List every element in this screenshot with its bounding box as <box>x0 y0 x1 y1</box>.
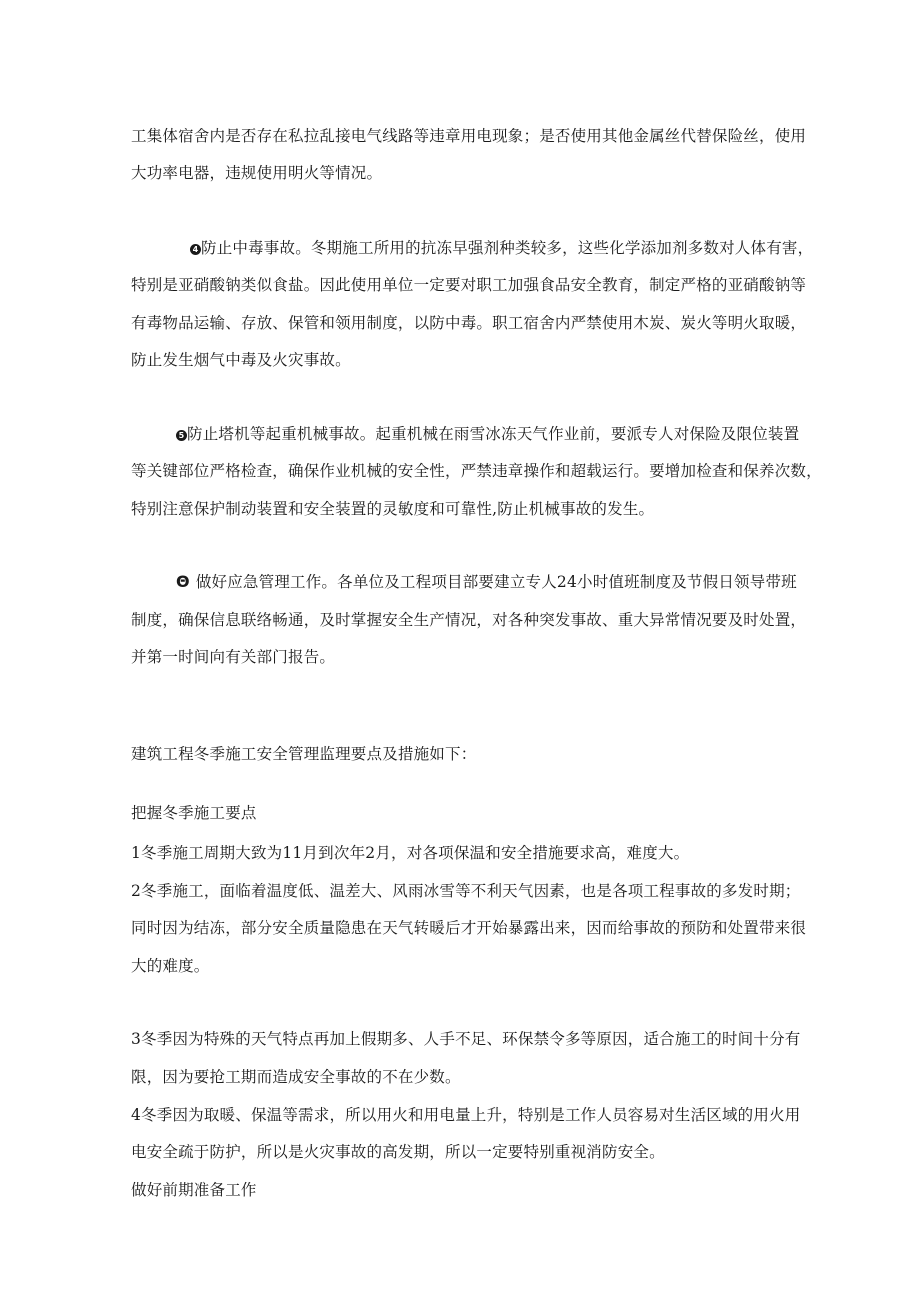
paragraph-first-line <box>176 572 797 592</box>
section-title: 做好前期准备工作 <box>131 1181 257 1199</box>
list-item: 1冬季施工周期大致为11月到次年2月，对各项保温和安全措施要求高，难度大。 <box>131 844 690 862</box>
list-item-continuation: 限，因为要抢工期而造成安全事故的不在少数。 <box>131 1068 461 1086</box>
section-title: 把握冬季施工要点 <box>131 804 257 822</box>
paragraph-text: 防止塔机等起重机械事故。起重机械在雨雪冰冻天气作业前，要派专人对保险及限位装置 <box>187 425 800 443</box>
numbered-marker: 5 <box>176 430 187 441</box>
list-item: 4冬季因为取暖、保温等需求，所以用火和用电量上升，特别是工作人员容易对生活区域的用火用 <box>131 1106 801 1124</box>
list-item-continuation: 同时因为结冻，部分安全质量隐患在天气转暖后才开始暴露出来，因而给事故的预防和处置带来很 <box>131 919 807 937</box>
paragraph-first-line <box>176 424 799 444</box>
paragraph-line: 有毒物品运输、存放、保管和领用制度，以防中毒。职工宿舍内严禁使用木炭、炭火等明火取暖， <box>131 314 807 332</box>
paragraph-first-line <box>190 238 813 258</box>
intro-text: 建筑工程冬季施工安全管理监理要点及措施如下： <box>131 745 477 763</box>
paragraph-line: 特别是亚硝酸钠类似食盐。因此使用单位一定要对职工加强食品安全教育，制定严格的亚硝酸钠等 <box>131 276 807 294</box>
list-item-continuation: 电安全疏于防护，所以是火灾事故的高发期，所以一定要特别重视消防安全。 <box>131 1143 665 1161</box>
paragraph-line: 并第一时间向有关部门报告。 <box>131 648 336 666</box>
paragraph-line: 工集体宿舍内是否存在私拉乱接电气线路等违章用电现象；是否使用其他金属丝代替保险丝，使用 <box>131 127 807 145</box>
paragraph-text: 防止中毒事故。冬期施工所用的抗冻早强剂种类较多，这些化学添加剂多数对人体有害， <box>201 239 814 257</box>
list-item: 2冬季施工，面临着温度低、温差大、风雨冰雪等不利天气因素，也是各项工程事故的多发时期； <box>131 882 801 900</box>
theta-marker: Θ <box>176 572 190 591</box>
list-item: 3冬季因为特殊的天气特点再加上假期多、人手不足、环保禁令多等原因，适合施工的时间十分有 <box>131 1030 801 1048</box>
paragraph-line: 特别注意保护制动装置和安全装置的灵敏度和可靠性,防止机械事故的发生。 <box>131 500 655 518</box>
paragraph-line: 等关键部位严格检查，确保作业机械的安全性，严禁违章操作和超载运行。要增加检查和保养次数， <box>131 462 822 480</box>
numbered-marker: 4 <box>190 244 201 255</box>
paragraph-text: 做好应急管理工作。各单位及工程项目部要建立专人24小时值班制度及节假日领导带班 <box>195 573 797 591</box>
paragraph-line: 制度，确保信息联络畅通，及时掌握安全生产情况，对各种突发事故、重大异常情况要及时处置， <box>131 611 807 629</box>
paragraph-line: 大功率电器，违规使用明火等情况。 <box>131 164 383 182</box>
list-item-continuation: 大的难度。 <box>131 957 210 975</box>
paragraph-line: 防止发生烟气中毒及火灾事故。 <box>131 351 351 369</box>
